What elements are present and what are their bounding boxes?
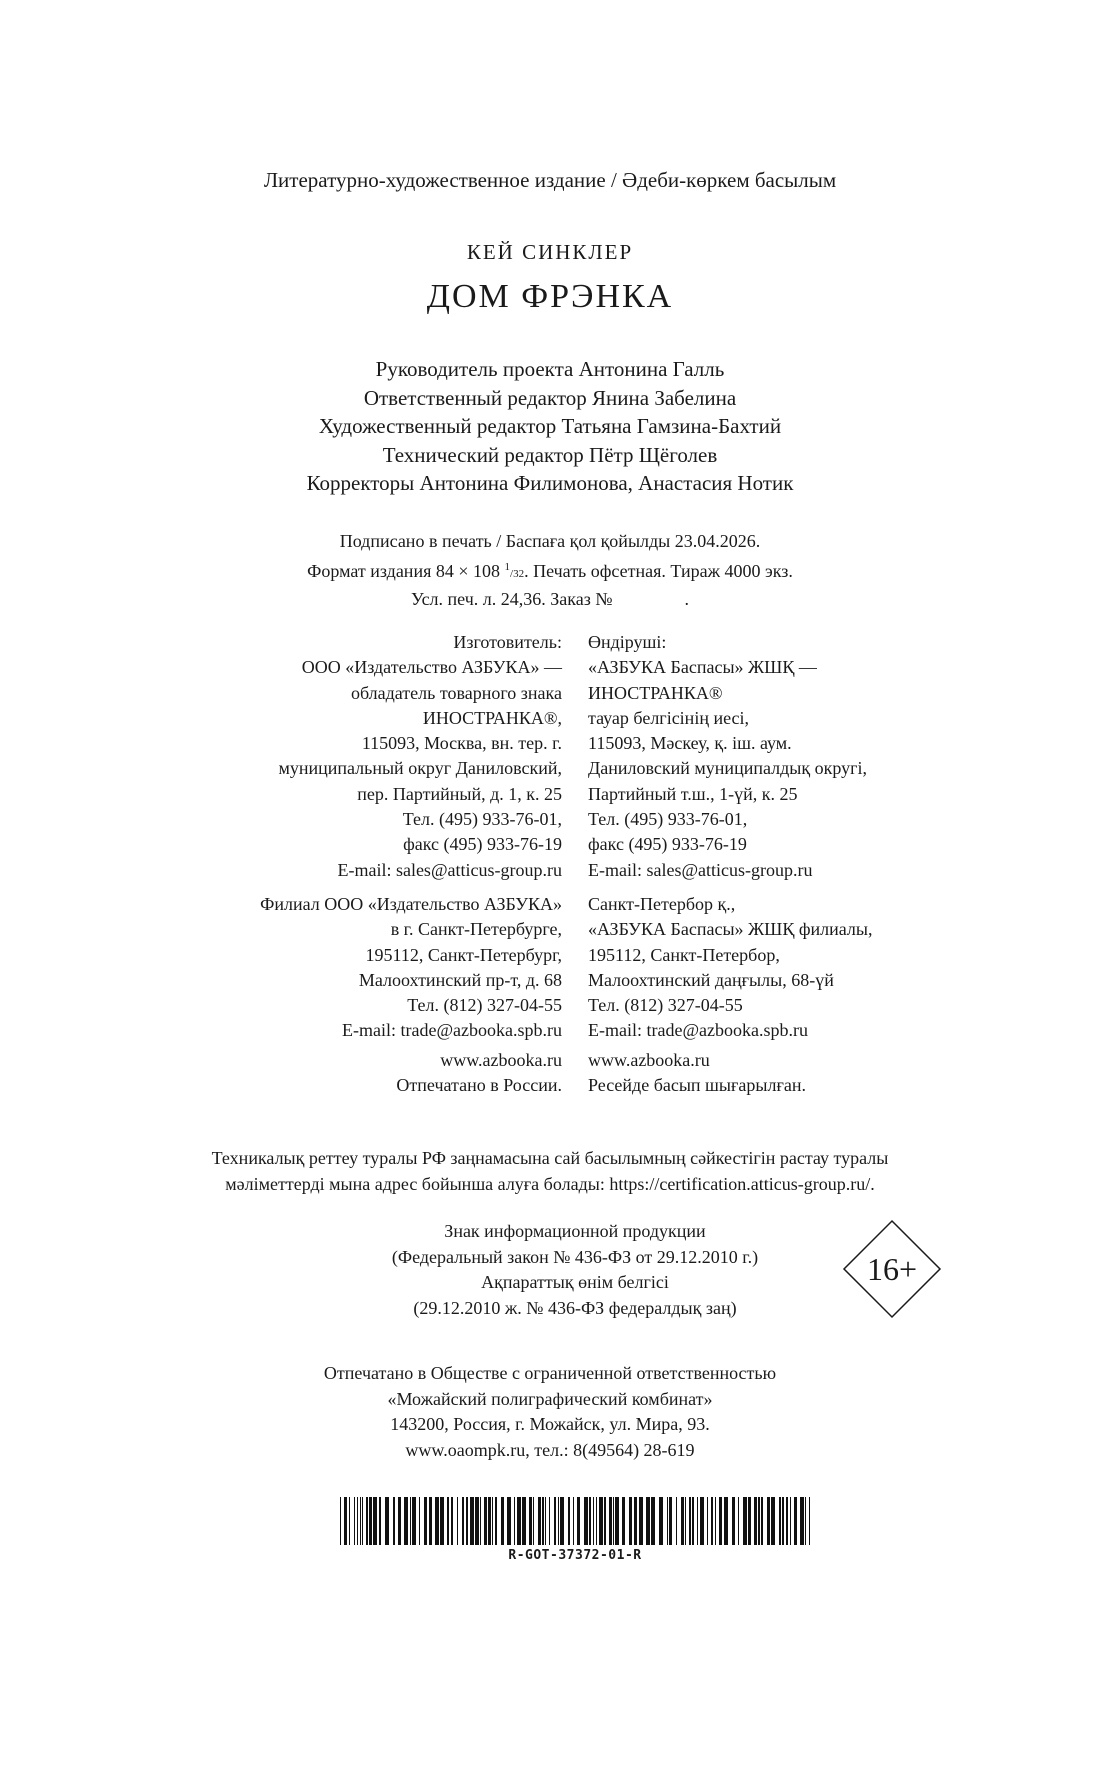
barcode-bar (514, 1497, 515, 1545)
barcode-bar (676, 1497, 677, 1545)
certification-line: мәліметтерді мына адрес бойынша алуға болады: https://certification.atticus-group.ru/. (225, 1173, 875, 1194)
barcode-bar (393, 1497, 395, 1545)
age-rating-badge (842, 1219, 942, 1319)
format-fraction-den: /32 (510, 567, 525, 580)
barcode-bar (560, 1497, 564, 1545)
certification-line: Техникалық реттеу туралы РФ заңнамасына сай басылымның сәйкестігін растау туралы (211, 1148, 889, 1168)
barcode-bar (790, 1497, 791, 1545)
barcode-bar (440, 1497, 444, 1545)
info-sign-line: (29.12.2010 ж. № 436-ФЗ федералдық заң) (413, 1297, 737, 1318)
barcode-bar (398, 1497, 401, 1545)
barcode-bar (488, 1497, 491, 1545)
book-title: ДОМ ФРЭНКА (426, 278, 674, 315)
barcode-bar (404, 1497, 408, 1545)
barcode-bar (538, 1497, 541, 1545)
barcode-bar (357, 1497, 358, 1545)
barcode-bar (529, 1497, 532, 1545)
info-sign-line: Ақпараттық өнім белгісі (481, 1272, 669, 1292)
barcode-bar (492, 1497, 493, 1545)
barcode-bar (692, 1497, 694, 1545)
barcode-bar (711, 1497, 713, 1545)
barcode-bar (689, 1497, 691, 1545)
certification-note (0, 1146, 1100, 1197)
manufacturer-ru-line: ИНОСТРАНКА®, (422, 707, 562, 728)
website-link-kz: www.azbooka.ru (588, 1050, 710, 1070)
barcode-bar (457, 1497, 458, 1545)
barcode-bar (794, 1497, 797, 1545)
barcode-bar (584, 1497, 588, 1545)
barcode-bar (779, 1497, 781, 1545)
format-fraction-num: 1 (504, 560, 511, 573)
barcode-bar (424, 1497, 427, 1545)
format-suffix: . Печать офсетная. Тираж 4000 экз. (524, 560, 793, 581)
author-name: КЕЙ СИНКЛЕР (466, 240, 634, 264)
branch-kz-line: Санкт-Петербор қ., (588, 894, 736, 914)
branch-ru-line: E-mail: trade@azbooka.spb.ru (342, 1020, 562, 1041)
barcode-bar (639, 1497, 643, 1545)
barcode-bar (410, 1497, 411, 1545)
barcode-bar (758, 1497, 760, 1545)
printer-line: www.oaompk.ru, тел.: 8(49564) 28-619 (405, 1439, 695, 1460)
branch-kz-line: «АЗБУКА Баспасы» ЖШҚ филиалы, (588, 919, 873, 940)
manufacturer-kz-line: Даниловский муниципалдық округі, (588, 758, 867, 779)
barcode-bar (360, 1497, 361, 1545)
website-link-ru: www.azbooka.ru (440, 1050, 562, 1070)
barcode-bar (429, 1497, 432, 1545)
barcode-bar (379, 1497, 381, 1545)
barcode-bar (542, 1497, 544, 1545)
barcode-bar (484, 1497, 487, 1545)
barcode-bar (615, 1497, 619, 1545)
barcode-bar (767, 1497, 770, 1545)
format-line (0, 555, 1100, 588)
credit-line: Художественный редактор Татьяна Гамзина-Бахтий (318, 414, 782, 438)
barcode-bar (507, 1497, 511, 1545)
manufacturer-kz-line: факс (495) 933-76-19 (588, 834, 747, 855)
barcode-bar (480, 1497, 481, 1545)
barcode-bar (599, 1497, 603, 1545)
branch-ru-line: Малоохтинский пр-т, д. 68 (358, 969, 562, 990)
printed-in-kz: Ресейде басып шығарылған. (588, 1075, 806, 1096)
barcode (340, 1497, 810, 1545)
barcode-bar (613, 1497, 614, 1545)
barcode-bar (748, 1497, 751, 1545)
barcode-bar (809, 1497, 810, 1545)
barcode-bar (573, 1497, 574, 1545)
credit-line: Корректоры Антонина Филимонова, Анастасия Нотик (306, 471, 794, 495)
barcode-bar (761, 1497, 763, 1545)
manufacturer-kz-line: Тел. (495) 933-76-01, (588, 809, 748, 830)
barcode-bar (451, 1497, 453, 1545)
printer-line: Отпечатано в Обществе с ограниченной ответственностью (323, 1363, 777, 1383)
branch-ru-line: Филиал ООО «Издательство АЗБУКА» (260, 894, 562, 914)
manufacturer-ru-line: Изготовитель: (453, 632, 562, 652)
manufacturer-kz-line: ИНОСТРАНКА® (588, 682, 723, 703)
manufacturer-ru-line: ООО «Издательство АЗБУКА» — (301, 657, 562, 678)
branch-kz-line: 195112, Санкт-Петербор, (588, 944, 780, 965)
manufacturer-kz-line: «АЗБУКА Баспасы» ЖШҚ — (588, 657, 817, 678)
barcode-bar (786, 1497, 788, 1545)
branch-ru-line: Тел. (812) 327-04-55 (407, 995, 562, 1016)
barcode-bar (373, 1497, 377, 1545)
barcode-bar (609, 1497, 612, 1545)
barcode-bar (629, 1497, 632, 1545)
barcode-bar (646, 1497, 650, 1545)
manufacturer-ru-line: E-mail: sales@atticus-group.ru (337, 859, 562, 880)
barcode-bars (340, 1497, 810, 1545)
barcode-bar (522, 1497, 526, 1545)
genre-line: Литературно-художественное издание / Әдеби-көркем басылым (263, 168, 837, 192)
volume-line: Усл. печ. л. 24,36. Заказ № . (410, 589, 689, 609)
printer-line: «Можайский полиграфический комбинат» (387, 1388, 713, 1409)
barcode-bar (700, 1497, 704, 1545)
barcode-bar (349, 1497, 350, 1545)
barcode-bar (622, 1497, 625, 1545)
info-sign-line: (Федеральный закон № 436-ФЗ от 29.12.2010 г.) (391, 1246, 759, 1267)
format-prefix: Формат издания 84 × 108 (307, 560, 505, 581)
credits-list (0, 355, 1100, 498)
info-sign-line: Знак информационной продукции (444, 1221, 706, 1241)
credit-line: Технический редактор Пётр Щёголев (382, 442, 718, 467)
barcode-bar (715, 1497, 716, 1545)
barcode-bar (385, 1497, 389, 1545)
branch-ru (260, 892, 562, 1044)
barcode-bar (659, 1497, 663, 1545)
age-rating-text: 16+ (866, 1251, 918, 1287)
branch-kz-line: E-mail: trade@azbooka.spb.ru (588, 1020, 808, 1041)
barcode-bar (596, 1497, 597, 1545)
diamond-icon (842, 1219, 942, 1319)
manufacturer-kz-line: E-mail: sales@atticus-group.ru (588, 859, 813, 880)
branch-ru-line: 195112, Санкт-Петербург, (365, 944, 562, 965)
credit-line: Руководитель проекта Антонина Галль (375, 357, 725, 381)
barcode-bar (577, 1497, 580, 1545)
barcode-bar (738, 1497, 739, 1545)
manufacturer-ru-line: факс (495) 933-76-19 (403, 834, 562, 855)
barcode-bar (517, 1497, 521, 1545)
barcode-bar (685, 1497, 686, 1545)
printer-line: 143200, Россия, г. Можайск, ул. Мира, 93. (390, 1414, 710, 1434)
manufacturer-ru (278, 630, 562, 883)
barcode-bar (533, 1497, 534, 1545)
credit-line: Ответственный редактор Янина Забелина (363, 385, 737, 410)
barcode-bar (707, 1497, 708, 1545)
barcode-bar (412, 1497, 416, 1545)
barcode-bar (369, 1497, 372, 1545)
barcode-bar (470, 1497, 474, 1545)
barcode-bar (732, 1497, 735, 1545)
web-kz (588, 1048, 806, 1099)
barcode-bar (593, 1497, 594, 1545)
barcode-bar (667, 1497, 668, 1545)
barcode-bar (800, 1497, 804, 1545)
barcode-bar (366, 1497, 368, 1545)
barcode-bar (743, 1497, 747, 1545)
barcode-bar (554, 1497, 556, 1545)
barcode-bar (634, 1497, 637, 1545)
printer-info (0, 1361, 1100, 1463)
barcode-bar (354, 1497, 355, 1545)
branch-kz-line: Тел. (812) 327-04-55 (588, 995, 743, 1016)
manufacturer-kz (588, 630, 867, 883)
printed-in-ru: Отпечатано в России. (396, 1075, 562, 1096)
barcode-bar (340, 1497, 341, 1545)
barcode-bar (447, 1497, 449, 1545)
barcode-bar (805, 1497, 806, 1545)
barcode-bar (462, 1497, 464, 1545)
barcode-bar (604, 1497, 606, 1545)
barcode-bar (435, 1497, 439, 1545)
manufacturer-ru-line: Тел. (495) 933-76-01, (402, 809, 562, 830)
barcode-bar (589, 1497, 591, 1545)
barcode-bar (419, 1497, 420, 1545)
barcode-bar (651, 1497, 655, 1545)
branch-kz (588, 892, 872, 1044)
barcode-bar (568, 1497, 570, 1545)
barcode-bar (771, 1497, 775, 1545)
branch-kz-line: Малоохтинский даңғылы, 68-үй (588, 969, 834, 990)
manufacturer-kz-line: Өндіруші: (588, 632, 667, 652)
barcode-bar (545, 1497, 546, 1545)
publication-info (0, 529, 1100, 613)
barcode-bar (697, 1497, 698, 1545)
barcode-bar (495, 1497, 497, 1545)
barcode-bar (558, 1497, 559, 1545)
manufacturer-ru-line: пер. Партийный, д. 1, к. 25 (357, 783, 562, 804)
barcode-bar (549, 1497, 550, 1545)
web-ru (396, 1048, 562, 1099)
barcode-bar (466, 1497, 468, 1545)
barcode-bar (719, 1497, 722, 1545)
manufacturer-kz-line: тауар белгісінің иесі, (588, 707, 750, 728)
barcode-bar (724, 1497, 728, 1545)
manufacturer-kz-line: 115093, Мәскеу, қ. іш. аум. (588, 733, 792, 754)
manufacturer-kz-line: Партийный т.ш., 1-үй, к. 25 (588, 783, 798, 804)
barcode-bar (782, 1497, 784, 1545)
branch-ru-line: в г. Санкт-Петербурге, (390, 919, 562, 940)
barcode-bar (362, 1497, 363, 1545)
barcode-code: R-GOT-37372-01-R (508, 1548, 642, 1563)
manufacturer-ru-line: муниципальный округ Даниловский, (278, 758, 562, 779)
signed-line: Подписано в печать / Баспаға қол қойылды 23.04.2026. (339, 531, 761, 551)
info-sign-text (335, 1219, 815, 1321)
manufacturer-ru-line: 115093, Москва, вн. тер. г. (361, 733, 562, 754)
barcode-bar (669, 1497, 672, 1545)
barcode-bar (681, 1497, 684, 1545)
barcode-bar (754, 1497, 757, 1545)
manufacturer-ru-line: обладатель товарного знака (350, 682, 562, 703)
barcode-bar (344, 1497, 347, 1545)
barcode-bar (475, 1497, 479, 1545)
barcode-bar (501, 1497, 504, 1545)
